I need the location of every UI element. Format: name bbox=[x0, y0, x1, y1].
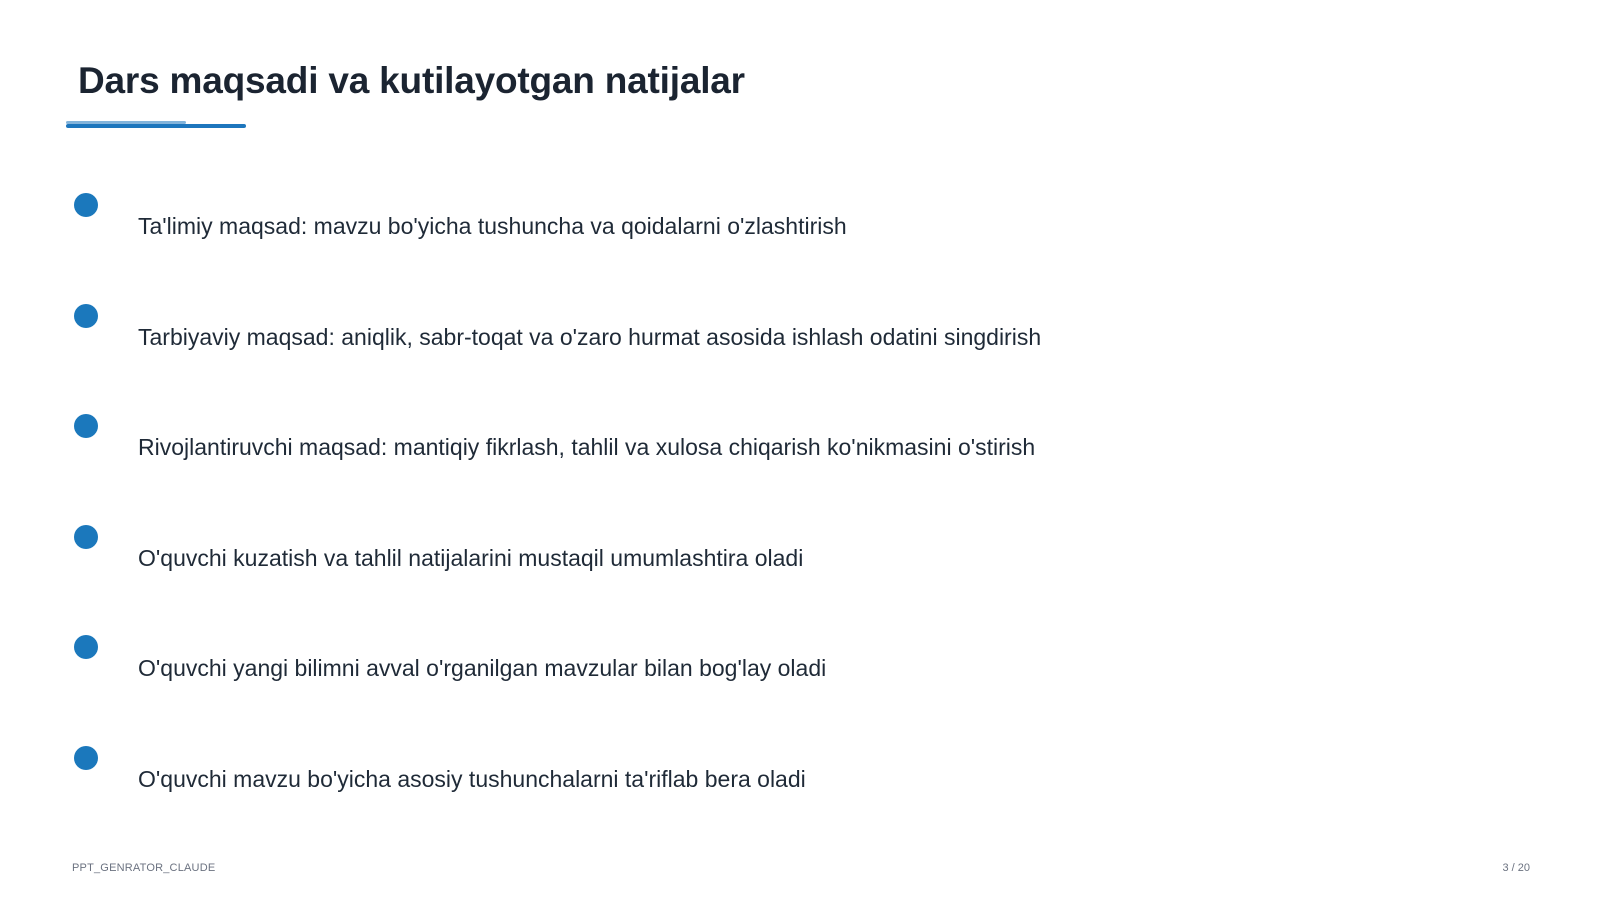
list-item bbox=[0, 193, 1600, 253]
list-item bbox=[0, 525, 1600, 585]
list-item bbox=[0, 304, 1600, 364]
bullet-text: Ta'limiy maqsad: mavzu bo'yicha tushuncha va qoidalarni o'zlashtirish bbox=[138, 213, 847, 239]
list-item bbox=[0, 414, 1600, 474]
bullet-dot-icon bbox=[74, 193, 98, 217]
list-item bbox=[0, 746, 1600, 806]
list-item bbox=[0, 635, 1600, 695]
bullet-text: Tarbiyaviy maqsad: aniqlik, sabr-toqat va o'zaro hurmat asosida ishlash odatini singdirish bbox=[138, 324, 1042, 350]
bullet-dot-icon bbox=[74, 304, 98, 328]
bullet-text: O'quvchi mavzu bo'yicha asosiy tushunchalarni ta'riflab bera oladi bbox=[138, 766, 806, 792]
page-number: 3 / 20 bbox=[1502, 862, 1530, 874]
bullet-text: Rivojlantiruvchi maqsad: mantiqiy fikrlash, tahlil va xulosa chiqarish ko'nikmasini o'stirish bbox=[138, 434, 1036, 460]
bullet-dot-icon bbox=[74, 525, 98, 549]
slide-title: Dars maqsadi va kutilayotgan natijalar bbox=[78, 60, 745, 101]
bullet-dot-icon bbox=[74, 635, 98, 659]
bullet-dot-icon bbox=[74, 746, 98, 770]
footer-generator-label: PPT_GENRATOR_CLAUDE bbox=[72, 862, 216, 874]
bullet-dot-icon bbox=[74, 414, 98, 438]
bullet-text: O'quvchi kuzatish va tahlil natijalarini mustaqil umumlashtira oladi bbox=[138, 545, 804, 571]
bullet-text: O'quvchi yangi bilimni avval o'rganilgan mavzular bilan bog'lay oladi bbox=[138, 655, 827, 681]
